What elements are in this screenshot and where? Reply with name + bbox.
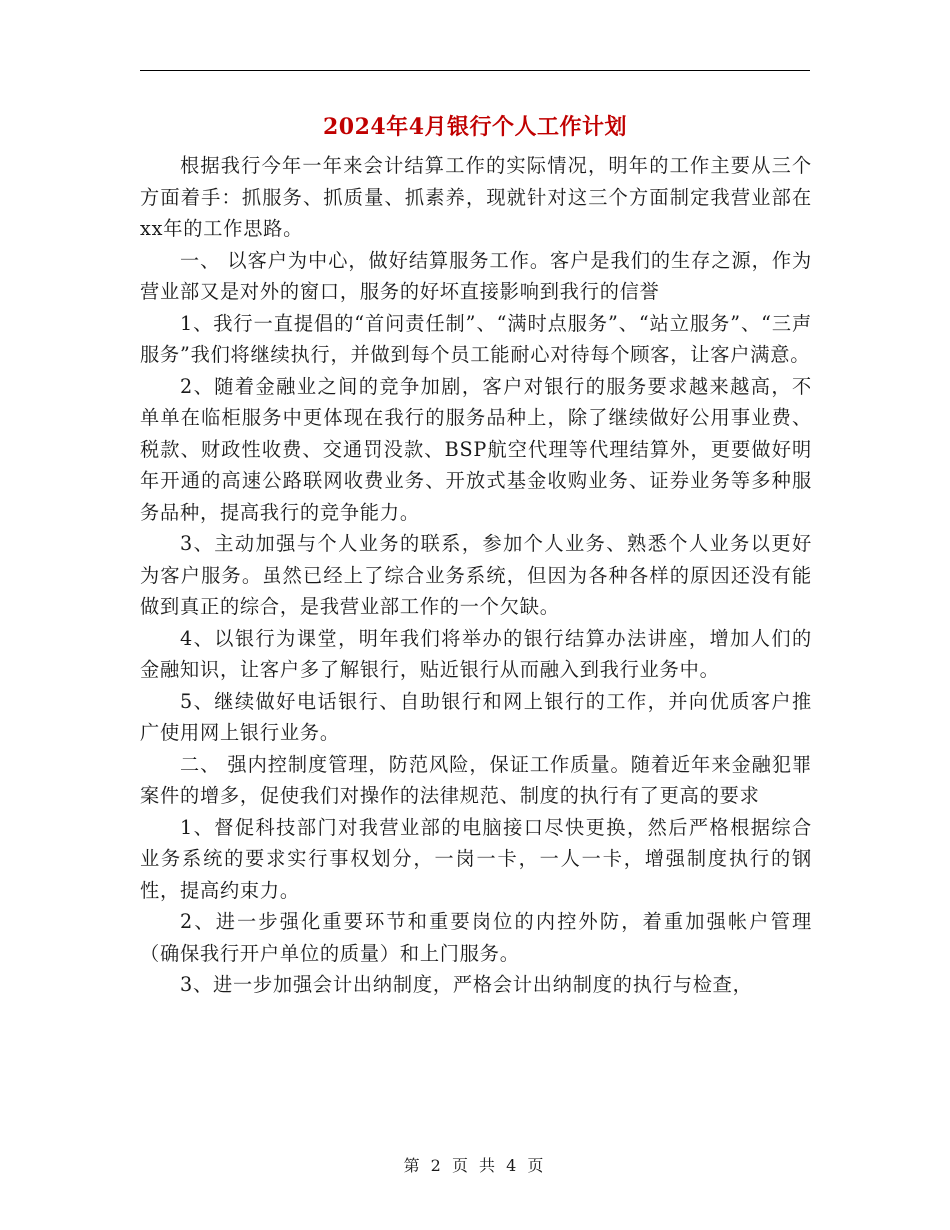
paragraph-item: 3、主动加强与个人业务的联系，参加个人业务、熟悉个人业务以更好为客户服务。虽然已经上了综合业务系统，但因为各种各样的原因还没有能做到真正的综合，是我营业部工作的一个欠缺。	[140, 532, 812, 618]
paragraph-section-two: 二、 强内控制度管理，防范风险，保证工作质量。随着近年来金融犯罪案件的增多，促使我们对操作的法律规范、制度的执行有了更高的要求	[140, 752, 812, 807]
paragraph-item: 5、继续做好电话银行、自助银行和网上银行的工作，并向优质客户推广使用网上银行业务。	[140, 689, 812, 744]
paragraph-item: 1、我行一直提倡的“首问责任制”、“满时点服务”、“站立服务”、“三声服务”我们将继续执行，并做到每个员工能耐心对待每个顾客，让客户满意。	[140, 311, 812, 366]
paragraph-item: 4、以银行为课堂，明年我们将举办的银行结算办法讲座，增加人们的金融知识，让客户多了解银行，贴近银行从而融入到我行业务中。	[140, 626, 812, 681]
paragraph-item: 2、进一步强化重要环节和重要岗位的内控外防，着重加强帐户管理（确保我行开户单位的质量）和上门服务。	[140, 910, 812, 965]
paragraph-item: 3、进一步加强会计出纳制度，严格会计出纳制度的执行与检查，	[180, 973, 753, 996]
page-number-footer: 第 2 页 共 4 页	[403, 1156, 547, 1175]
paragraph-intro: 根据我行今年一年来会计结算工作的实际情况，明年的工作主要从三个方面着手：抓服务、抓质量、抓素养，现就针对这三个方面制定我营业部在xx年的工作思路。	[140, 154, 812, 240]
paragraph-item: 2、随着金融业之间的竞争加剧，客户对银行的服务要求越来越高，不单单在临柜服务中更体现在我行的服务品种上，除了继续做好公用事业费、税款、财政性收费、交通罚没款、BSP航空代理等代理结算外，更要做好明年开通的高速公路联网收费业务、开放式基金收购业务、证券业务等多种服务品种，提高我行的竞争能力。	[140, 374, 812, 524]
header-rule	[140, 70, 810, 71]
paragraph-section-one: 一、 以客户为中心，做好结算服务工作。客户是我们的生存之源，作为营业部又是对外的窗口，服务的好坏直接影响到我行的信誉	[140, 248, 812, 303]
paragraph-item: 1、督促科技部门对我营业部的电脑接口尽快更换，然后严格根据综合业务系统的要求实行事权划分，一岗一卡，一人一卡，增强制度执行的钢性，提高约束力。	[140, 815, 812, 902]
document-title: 2024年4月银行个人工作计划	[322, 114, 628, 140]
document-body	[140, 150, 812, 1001]
